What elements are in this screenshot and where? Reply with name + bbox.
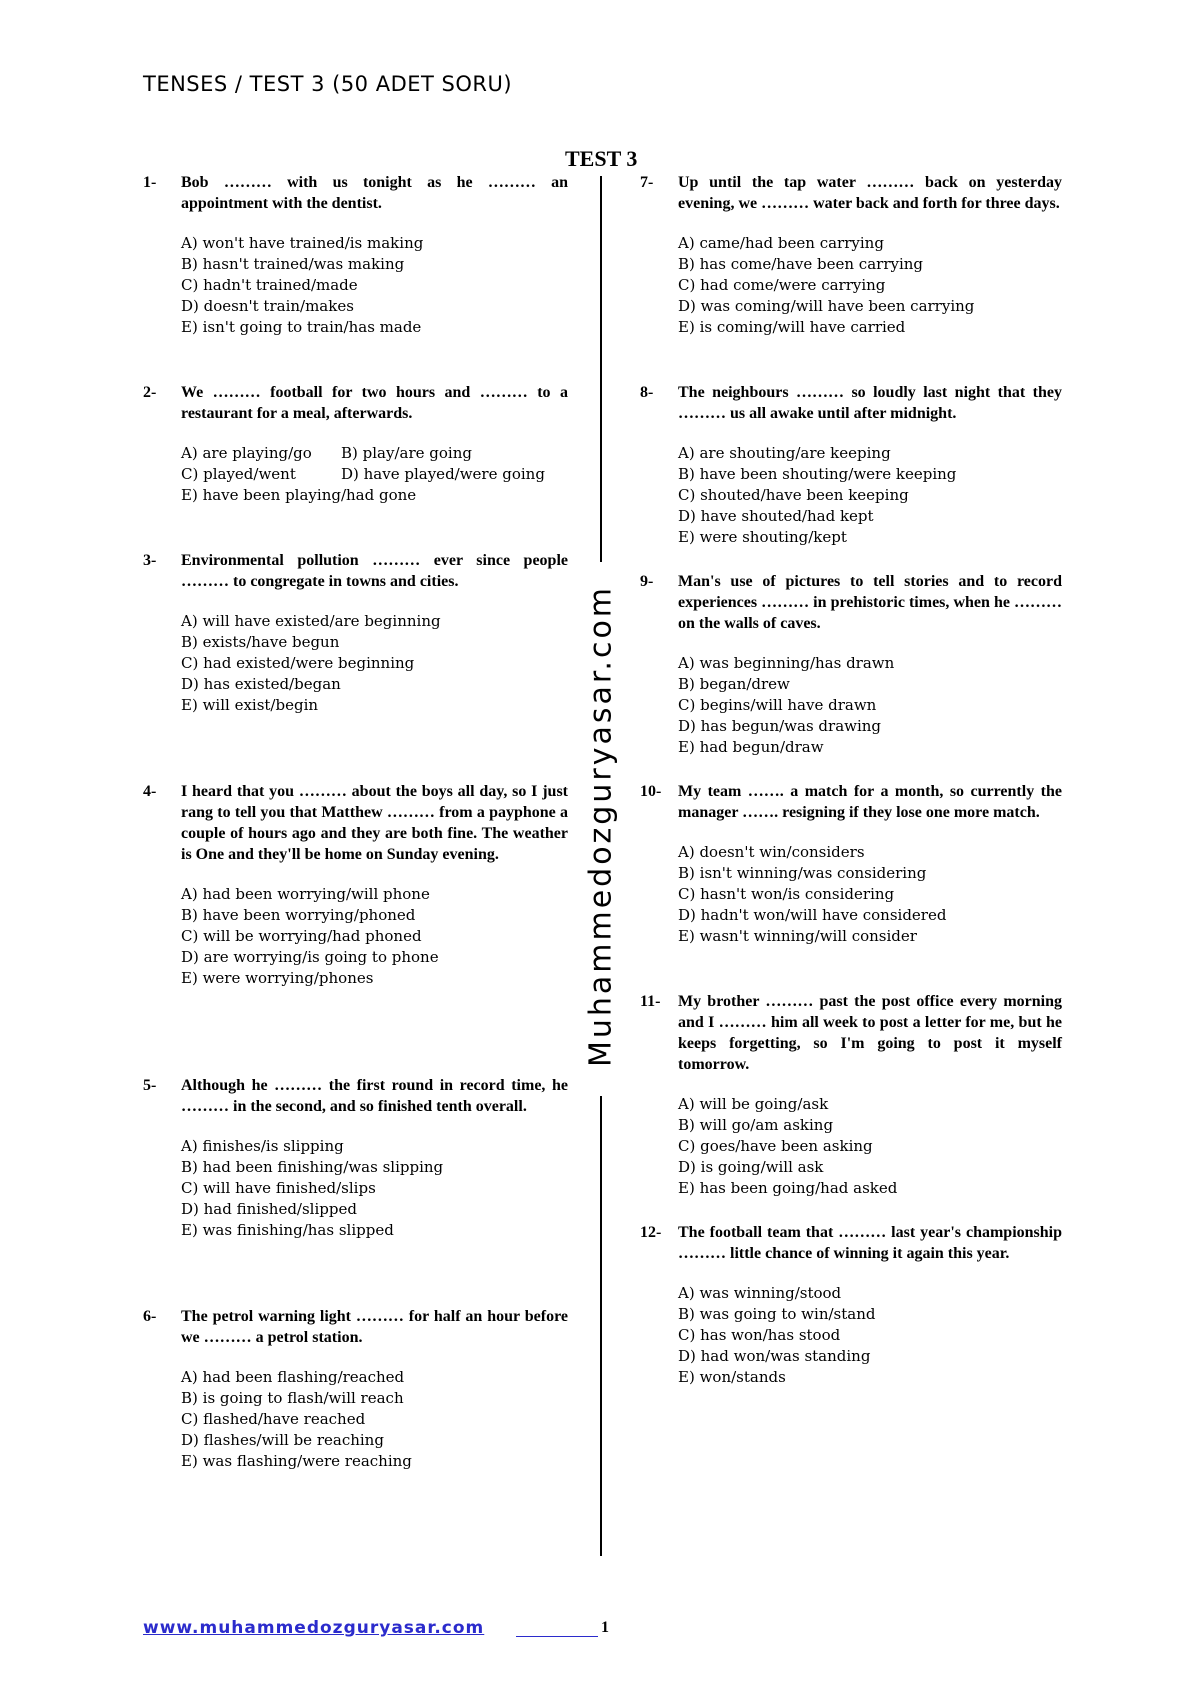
question-text: Up until the tap water ……… back on yesterday evening, we ……… water back and forth for three days. [678,174,1062,212]
page-number: 1 [601,1619,609,1636]
option-d[interactable]: D) flashes/will be reaching [181,1431,384,1449]
question-text: We ……… football for two hours and ……… to a restaurant for a meal, afterwards. [181,384,568,422]
question-number: 2- [143,384,157,401]
option-d[interactable]: D) hadn't won/will have considered [678,906,947,924]
question-8 [640,382,1062,548]
option-row [181,443,568,464]
option-c[interactable]: C) flashed/have reached [181,1410,366,1428]
option-a[interactable]: A) finishes/is slipping [181,1137,344,1155]
question-text: The neighbours ……… so loudly last night that they ……… us all awake until after midnight. [678,384,1062,422]
question-5 [143,1075,568,1241]
option-e[interactable]: E) had begun/draw [678,738,824,756]
test-title: TEST 3 [565,146,638,171]
option-b[interactable]: B) have been worrying/phoned [181,906,416,924]
question-number: 4- [143,783,157,800]
option-c[interactable]: C) will be worrying/had phoned [181,927,422,945]
option-a[interactable]: A) had been flashing/reached [181,1368,405,1386]
question-text: Man's use of pictures to tell stories and to record experiences ……… in prehistoric times, when he ……… on the walls of caves. [678,573,1062,632]
answer-options [678,1094,1062,1199]
question-1 [143,172,568,338]
option-a[interactable]: A) was winning/stood [678,1284,842,1302]
question-9 [640,571,1062,758]
option-e[interactable]: E) is coming/will have carried [678,318,906,336]
option-a[interactable]: A) was beginning/has drawn [678,654,895,672]
question-text: I heard that you ……… about the boys all day, so I just rang to tell you that Matthew ……… from a payphone a couple of hours ago and they are both fine. The weather is One and they'll be home on Sunday evening. [181,783,568,863]
option-c[interactable]: C) will have finished/slips [181,1179,376,1197]
question-6 [143,1306,568,1472]
question-number: 10- [640,783,662,800]
question-number: 11- [640,993,661,1010]
option-c[interactable]: C) had come/were carrying [678,276,886,294]
answer-options [678,842,1062,947]
question-number: 9- [640,573,654,590]
answer-options [181,1367,568,1472]
option-e[interactable]: E) have been playing/had gone [181,486,417,504]
question-10 [640,781,1062,947]
option-e[interactable]: E) will exist/begin [181,696,319,714]
option-b[interactable]: B) began/drew [678,675,790,693]
question-number: 1- [143,174,157,191]
question-text: My brother ……… past the post office every morning and I ……… him all week to post a letter for me, but he keeps forgetting, so I'm going to post it myself tomorrow. [678,993,1062,1073]
question-3 [143,550,568,716]
question-number: 6- [143,1308,157,1325]
option-e[interactable]: E) was flashing/were reaching [181,1452,412,1470]
question-number: 5- [143,1077,157,1094]
answer-options [678,1283,1062,1388]
option-a[interactable]: A) will have existed/are beginning [181,612,441,630]
option-c[interactable]: C) shouted/have been keeping [678,486,909,504]
footer-website-link[interactable]: www.muhammedozguryasar.com [143,1618,485,1638]
option-b[interactable]: B) has come/have been carrying [678,255,924,273]
option-d[interactable]: D) doesn't train/makes [181,297,354,315]
answer-options [678,443,1062,548]
option-d[interactable]: D) have played/were going [341,465,545,483]
option-d[interactable]: D) has begun/was drawing [678,717,882,735]
answer-options [181,443,568,506]
option-c[interactable]: C) played/went [181,465,296,483]
option-d[interactable]: D) had won/was standing [678,1347,871,1365]
option-d[interactable]: D) had finished/slipped [181,1200,357,1218]
question-7 [640,172,1062,338]
answer-options [181,1136,568,1241]
option-c[interactable]: C) hadn't trained/made [181,276,358,294]
option-a[interactable]: A) are shouting/are keeping [678,444,891,462]
option-e[interactable]: E) wasn't winning/will consider [678,927,917,945]
option-e[interactable]: E) isn't going to train/has made [181,318,422,336]
option-a[interactable]: A) are playing/go [181,444,312,462]
option-a[interactable]: A) had been worrying/will phone [181,885,430,903]
option-e[interactable]: E) were shouting/kept [678,528,847,546]
option-a[interactable]: A) will be going/ask [678,1095,829,1113]
option-e[interactable]: E) was finishing/has slipped [181,1221,394,1239]
option-e[interactable]: E) were worrying/phones [181,969,374,987]
question-text: Bob ……… with us tonight as he ……… an appointment with the dentist. [181,174,568,212]
answer-options [181,233,568,338]
option-a[interactable]: A) doesn't win/considers [678,843,865,861]
option-d[interactable]: D) is going/will ask [678,1158,824,1176]
option-e[interactable]: E) won/stands [678,1368,786,1386]
question-4 [143,781,568,989]
option-b[interactable]: B) hasn't trained/was making [181,255,405,273]
option-a[interactable]: A) won't have trained/is making [181,234,424,252]
option-b[interactable]: B) have been shouting/were keeping [678,465,957,483]
option-a[interactable]: A) came/had been carrying [678,234,884,252]
option-d[interactable]: D) are worrying/is going to phone [181,948,439,966]
question-number: 12- [640,1224,662,1241]
question-text: The petrol warning light ……… for half an hour before we ……… a petrol station. [181,1308,568,1346]
option-d[interactable]: D) has existed/began [181,675,341,693]
option-d[interactable]: D) was coming/will have been carrying [678,297,975,315]
footer-underline [516,1636,598,1637]
column-divider-top [600,176,602,562]
option-row [181,464,568,485]
option-c[interactable]: C) goes/have been asking [678,1137,873,1155]
answer-options [181,884,568,989]
answer-options [678,233,1062,338]
option-b[interactable]: B) will go/am asking [678,1116,834,1134]
question-12 [640,1222,1062,1388]
answer-options [181,611,568,716]
option-e[interactable]: E) has been going/had asked [678,1179,898,1197]
option-b[interactable]: B) isn't winning/was considering [678,864,927,882]
option-b[interactable]: B) is going to flash/will reach [181,1389,404,1407]
question-2 [143,382,568,506]
watermark-text: Muhammedozguryasar.com [583,584,619,1068]
page-header-title: TENSES / TEST 3 (50 ADET SORU) [143,72,513,96]
column-divider-bottom [600,1096,602,1556]
question-number: 8- [640,384,654,401]
option-d[interactable]: D) have shouted/had kept [678,507,874,525]
option-b[interactable]: B) had been finishing/was slipping [181,1158,444,1176]
question-text: Although he ……… the first round in record time, he ……… in the second, and so finished tenth overall. [181,1077,568,1115]
option-b[interactable]: B) was going to win/stand [678,1305,876,1323]
question-number: 3- [143,552,157,569]
option-c[interactable]: C) begins/will have drawn [678,696,877,714]
option-c[interactable]: C) had existed/were beginning [181,654,415,672]
answer-options [678,653,1062,758]
option-c[interactable]: C) has won/has stood [678,1326,841,1344]
option-b[interactable]: B) exists/have begun [181,633,340,651]
question-number: 7- [640,174,654,191]
option-c[interactable]: C) hasn't won/is considering [678,885,895,903]
question-text: My team ……. a match for a month, so currently the manager ……. resigning if they lose one more match. [678,783,1062,821]
question-11 [640,991,1062,1199]
question-text: Environmental pollution ……… ever since people ……… to congregate in towns and cities. [181,552,568,590]
option-b[interactable]: B) play/are going [341,444,472,462]
question-text: The football team that ……… last year's championship ……… little chance of winning it again this year. [678,1224,1062,1262]
